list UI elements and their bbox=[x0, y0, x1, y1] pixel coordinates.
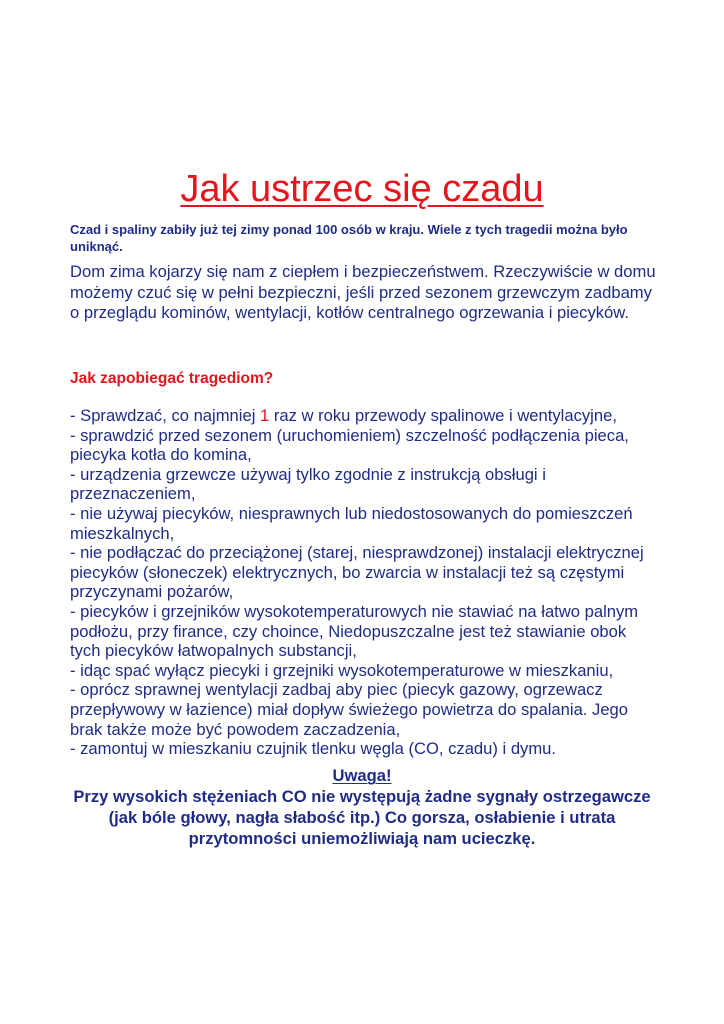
lead-paragraph: Czad i spaliny zabiły już tej zimy ponad 100 osób w kraju. Wiele z tych tragedii można było uniknąć. bbox=[70, 222, 628, 254]
list-item: - nie używaj piecyków, niesprawnych lub niedostosowanych do pomieszczeń mieszkalnych, bbox=[70, 503, 633, 543]
warning-text: Przy wysokich stężeniach CO nie występują żadne sygnały ostrzegawcze (jak bóle głowy, nagła słabość itp.) Co gorsza, osłabienie i utrata przytomności uniemożliwiają nam ucieczkę. bbox=[73, 787, 651, 848]
warning-title: Uwaga! bbox=[332, 766, 392, 785]
list-item: - urządzenia grzewcze używaj tylko zgodnie z instrukcją obsługi i przeznaczeniem, bbox=[70, 464, 546, 504]
intro-paragraph: Dom zima kojarzy się nam z ciepłem i bezpieczeństwem. Rzeczywiście w domu możemy czuć się w pełni bezpieczni, jeśli przed sezonem grzewczym zadbamy o przeglądu kominów, wentylacji, kotłów centralnego ogrzewania i piecyków. bbox=[70, 262, 656, 322]
list-item: - piecyków i grzejników wysokotemperaturowych nie stawiać na łatwo palnym podłożu, przy firance, czy choince, Niedopuszczalne jest też stawianie obok tych piecyków łatwopalnych substancji, bbox=[70, 601, 639, 661]
list-item bbox=[70, 406, 660, 426]
list-item-text: - Sprawdzać, co najmniej bbox=[70, 406, 260, 425]
highlighted-number: 1 bbox=[260, 406, 270, 425]
list-item: - zamontuj w mieszkaniu czujnik tlenku węgla (CO, czadu) i dymu. bbox=[70, 739, 557, 759]
page-title: Jak ustrzec się czadu bbox=[180, 168, 544, 210]
list-item-text: raz w roku przewody spalinowe i wentylacyjne, bbox=[269, 406, 617, 425]
list-item: - oprócz sprawnej wentylacji zadbaj aby piec (piecyk gazowy, ogrzewacz przepływowy w łazience) miał dopływ świeżego powietrza do spalania. Jego brak także może być powodem zaczadzenia, bbox=[70, 680, 629, 739]
list-item: - nie podłączać do przeciążonej (starej, niesprawdzonej) instalacji elektrycznej piecyków (słoneczek) elektrycznych, bo zwarcia w instalacji też są częstymi przyczynami pożarów, bbox=[70, 543, 644, 602]
list-item: - idąc spać wyłącz piecyki i grzejniki wysokotemperaturowe w mieszkaniu, bbox=[70, 660, 614, 680]
section-heading: Jak zapobiegać tragediom? bbox=[70, 370, 274, 387]
warning-box bbox=[60, 765, 664, 849]
list-item: - sprawdzić przed sezonem (uruchomieniem) szczelność podłączenia pieca, piecyka kotła do komina, bbox=[70, 425, 629, 465]
prevention-list bbox=[70, 406, 660, 759]
